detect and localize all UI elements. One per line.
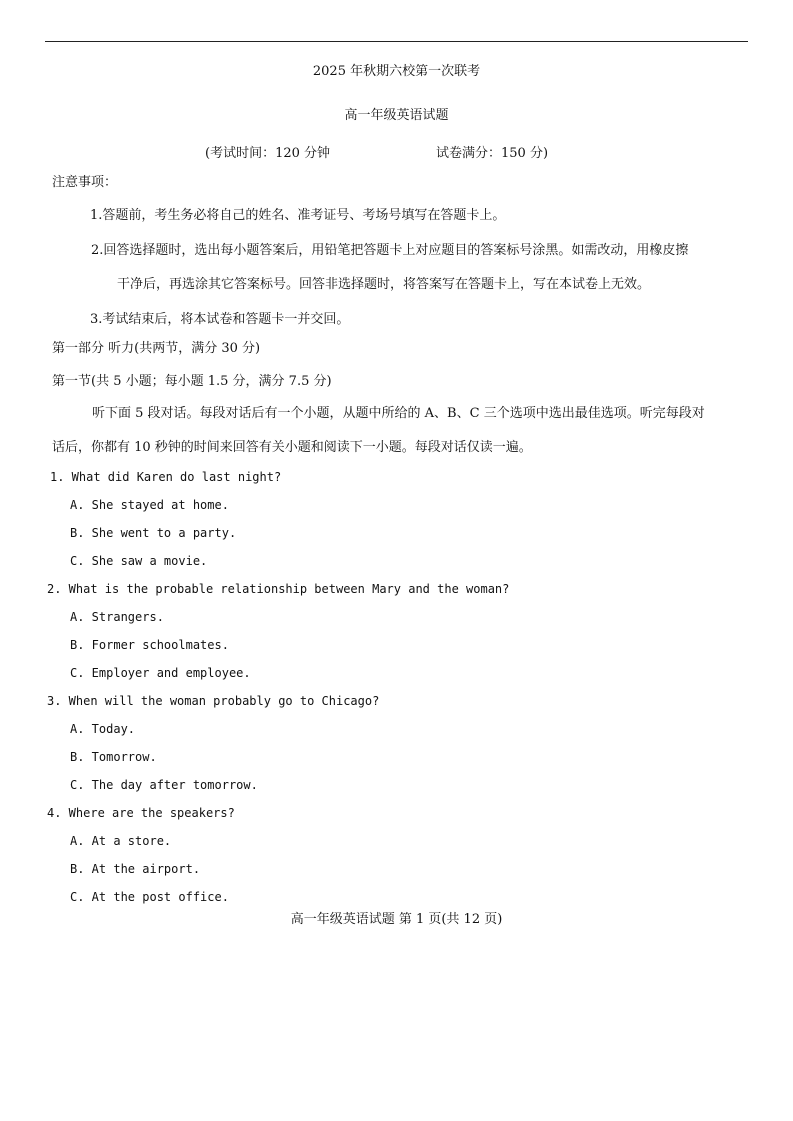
- question-1-option-a: A. She stayed at home.: [70, 498, 229, 512]
- section1-heading: 第一节(共 5 小题；每小题 1.5 分，满分 7.5 分): [52, 374, 332, 389]
- question-4-option-c: C. At the post office.: [70, 890, 229, 904]
- top-rule: [45, 41, 748, 42]
- part1-heading: 第一部分 听力(共两节，满分 30 分): [52, 341, 261, 356]
- notes-heading: 注意事项：: [52, 175, 118, 190]
- page-footer: 高一年级英语试题 第 1 页(共 12 页): [290, 912, 503, 927]
- notes-item-1: 1.答题前，考生务必将自己的姓名、准考证号、考场号填写在答题卡上。: [90, 208, 506, 223]
- question-3-option-b: B. Tomorrow.: [70, 750, 157, 764]
- question-2: 2. What is the probable relationship between Mary and the woman?: [47, 582, 510, 596]
- question-3: 3. When will the woman probably go to Chicago?: [47, 694, 380, 708]
- exam-time: (考试时间：120 分钟: [205, 146, 331, 161]
- question-3-option-a: A. Today.: [70, 722, 136, 736]
- question-1: 1. What did Karen do last night?: [50, 470, 282, 484]
- question-4: 4. Where are the speakers?: [47, 806, 235, 820]
- exam-score: 试卷满分：150 分): [436, 146, 549, 161]
- notes-item-2-line-2: 干净后，再选涂其它答案标号。回答非选择题时，将答案写在答题卡上，写在本试卷上无效。: [117, 277, 651, 292]
- question-4-option-b: B. At the airport.: [70, 862, 201, 876]
- exam-title: 2025 年秋期六校第一次联考: [312, 64, 481, 79]
- notes-item-3: 3.考试结束后，将本试卷和答题卡一并交回。: [90, 312, 350, 327]
- question-1-option-c: C. She saw a movie.: [70, 554, 208, 568]
- question-1-option-b: B. She went to a party.: [70, 526, 237, 540]
- question-2-option-a: A. Strangers.: [70, 610, 164, 624]
- question-2-option-c: C. Employer and employee.: [70, 666, 251, 680]
- notes-item-2-line-1: 2.回答选择题时，选出每小题答案后，用铅笔把答题卡上对应题目的答案标号涂黑。如需改动，用橡皮擦: [91, 243, 689, 258]
- question-2-option-b: B. Former schoolmates.: [70, 638, 229, 652]
- question-4-option-a: A. At a store.: [70, 834, 172, 848]
- question-3-option-c: C. The day after tomorrow.: [70, 778, 258, 792]
- exam-subtitle: 高一年级英语试题: [344, 108, 449, 123]
- instructions-line-1: 听下面 5 段对话。每段对话后有一个小题，从题中所给的 A、B、C 三个选项中选出最佳选项。听完每段对: [92, 406, 705, 421]
- instructions-line-2: 话后，你都有 10 秒钟的时间来回答有关小题和阅读下一小题。每段对话仅读一遍。: [52, 440, 532, 455]
